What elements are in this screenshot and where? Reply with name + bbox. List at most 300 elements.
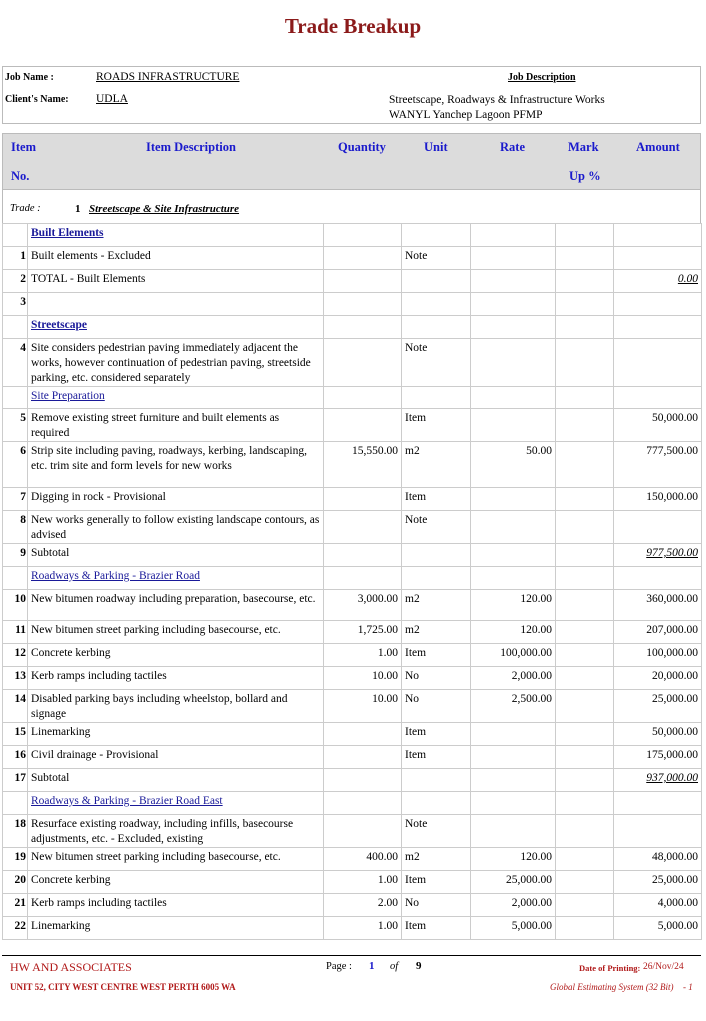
item-number	[3, 769, 28, 792]
section-row	[3, 567, 702, 590]
item-description-text: Concrete kerbing	[31, 647, 111, 659]
item-quantity	[324, 590, 402, 621]
table-row	[3, 511, 702, 544]
item-rate-text: 120.00	[520, 624, 552, 636]
item-quantity	[324, 224, 402, 247]
item-description	[28, 769, 324, 792]
item-description-text: Kerb ramps including tactiles	[31, 897, 167, 909]
table-row	[3, 247, 702, 270]
item-unit-text: Item	[405, 749, 427, 761]
item-rate	[471, 723, 556, 746]
trade-name: Streetscape & Site Infrastructure	[89, 203, 240, 215]
item-markup	[556, 442, 614, 488]
job-description	[389, 93, 605, 123]
item-rate	[471, 224, 556, 247]
item-amount-text: 4,000.00	[657, 897, 698, 909]
page-label: Page :	[326, 961, 352, 972]
item-markup	[556, 293, 614, 316]
item-description	[28, 293, 324, 316]
item-rate	[471, 590, 556, 621]
item-number	[3, 871, 28, 894]
item-quantity	[324, 270, 402, 293]
item-description-text: Remove existing street furniture and built elements as required	[31, 412, 280, 439]
item-description	[28, 270, 324, 293]
item-rate	[471, 848, 556, 871]
item-amount	[614, 442, 702, 488]
item-rate-text: 5,000.00	[511, 920, 552, 932]
item-rate	[471, 792, 556, 815]
item-amount	[614, 270, 702, 293]
table-row	[3, 667, 702, 690]
item-description	[28, 917, 324, 940]
item-unit	[402, 567, 471, 590]
system-suffix: - 1	[683, 982, 693, 992]
item-number-text: 1	[20, 250, 26, 262]
item-number-text: 18	[14, 818, 26, 830]
item-number	[3, 644, 28, 667]
item-number	[3, 590, 28, 621]
item-amount	[614, 511, 702, 544]
table-row	[3, 544, 702, 567]
item-number	[3, 339, 28, 387]
item-amount-text: 100,000.00	[646, 647, 698, 659]
item-description-text: Civil drainage - Provisional	[31, 749, 159, 761]
item-description-text: Streetscape	[31, 319, 87, 331]
item-unit	[402, 894, 471, 917]
item-description	[28, 871, 324, 894]
item-rate-text: 2,000.00	[511, 670, 552, 682]
item-markup	[556, 894, 614, 917]
table-row	[3, 723, 702, 746]
item-number	[3, 723, 28, 746]
item-number-text: 15	[14, 726, 26, 738]
table-row	[3, 488, 702, 511]
item-markup	[556, 917, 614, 940]
item-quantity	[324, 917, 402, 940]
item-markup	[556, 690, 614, 723]
table-row	[3, 409, 702, 442]
item-number	[3, 293, 28, 316]
item-amount-text: 25,000.00	[652, 693, 698, 705]
item-number-text: 8	[20, 514, 26, 526]
item-markup	[556, 339, 614, 387]
item-markup	[556, 848, 614, 871]
table-row	[3, 917, 702, 940]
item-quantity-text: 3,000.00	[357, 593, 398, 605]
item-rate	[471, 667, 556, 690]
item-amount-text: 50,000.00	[652, 726, 698, 738]
column-mark: Mark	[568, 140, 599, 154]
item-unit-text: Note	[405, 250, 428, 262]
item-rate	[471, 409, 556, 442]
item-amount-text: 0.00	[677, 273, 698, 285]
item-rate	[471, 511, 556, 544]
item-unit-text: m2	[405, 624, 420, 636]
item-markup	[556, 488, 614, 511]
item-markup	[556, 409, 614, 442]
item-unit-text: Item	[405, 874, 427, 886]
item-unit-text: Note	[405, 342, 428, 354]
item-rate	[471, 339, 556, 387]
item-number-text: 6	[20, 445, 26, 457]
item-number	[3, 894, 28, 917]
item-description	[28, 442, 324, 488]
item-amount-text: 360,000.00	[646, 593, 698, 605]
item-quantity-text: 2.00	[377, 897, 398, 909]
item-number	[3, 667, 28, 690]
item-amount-text: 175,000.00	[646, 749, 698, 761]
job-description-line: WANYL Yanchep Lagoon PFMP	[389, 109, 543, 121]
item-amount	[614, 871, 702, 894]
item-quantity	[324, 667, 402, 690]
item-markup	[556, 544, 614, 567]
item-number-text: 9	[20, 547, 26, 559]
item-description	[28, 621, 324, 644]
footer-address: UNIT 52, CITY WEST CENTRE WEST PERTH 6005 WA	[10, 982, 236, 992]
item-description	[28, 848, 324, 871]
table-header	[2, 133, 701, 190]
item-number	[3, 815, 28, 848]
job-name-value: ROADS INFRASTRUCTURE	[96, 71, 240, 83]
item-quantity-text: 15,550.00	[352, 445, 398, 457]
item-unit	[402, 723, 471, 746]
item-quantity	[324, 544, 402, 567]
item-number	[3, 488, 28, 511]
item-amount	[614, 293, 702, 316]
item-rate	[471, 247, 556, 270]
item-amount-text: 777,500.00	[646, 445, 698, 457]
item-amount	[614, 723, 702, 746]
item-rate-text: 2,500.00	[511, 693, 552, 705]
item-amount	[614, 316, 702, 339]
item-markup	[556, 746, 614, 769]
item-quantity-text: 1.00	[377, 920, 398, 932]
item-unit	[402, 792, 471, 815]
item-rate	[471, 387, 556, 409]
item-number	[3, 511, 28, 544]
item-description	[28, 544, 324, 567]
item-markup	[556, 387, 614, 409]
job-description-label: Job Description	[508, 72, 576, 83]
item-unit	[402, 488, 471, 511]
column-no: No.	[11, 169, 30, 183]
item-unit	[402, 746, 471, 769]
item-markup	[556, 316, 614, 339]
item-description-text: Disabled parking bays including wheelstop, bollard and signage	[31, 693, 288, 720]
column-amount: Amount	[636, 140, 680, 154]
item-description-text: Site Preparation	[31, 390, 105, 402]
table-row	[3, 848, 702, 871]
item-description	[28, 316, 324, 339]
page-number: 1	[369, 960, 375, 972]
item-quantity-text: 1.00	[377, 647, 398, 659]
item-quantity	[324, 746, 402, 769]
item-description	[28, 667, 324, 690]
item-description-text: Roadways & Parking - Brazier Road East	[31, 795, 223, 807]
item-amount-text: 977,500.00	[646, 547, 698, 559]
item-number-text: 2	[20, 273, 26, 285]
item-amount	[614, 488, 702, 511]
item-quantity	[324, 815, 402, 848]
item-amount	[614, 590, 702, 621]
item-number	[3, 621, 28, 644]
item-unit	[402, 690, 471, 723]
items-table	[2, 223, 702, 940]
item-markup	[556, 871, 614, 894]
item-unit	[402, 270, 471, 293]
item-unit	[402, 316, 471, 339]
item-description	[28, 894, 324, 917]
item-amount	[614, 848, 702, 871]
item-number-text: 16	[14, 749, 26, 761]
item-amount-text: 20,000.00	[652, 670, 698, 682]
item-description-text: Subtotal	[31, 772, 70, 784]
table-row	[3, 746, 702, 769]
item-rate	[471, 621, 556, 644]
section-row	[3, 387, 702, 409]
item-unit	[402, 511, 471, 544]
item-number-text: 11	[15, 624, 26, 636]
item-description	[28, 567, 324, 590]
table-row	[3, 293, 702, 316]
item-number	[3, 387, 28, 409]
job-info-box	[2, 66, 701, 124]
item-amount	[614, 792, 702, 815]
item-unit-text: No	[405, 670, 420, 682]
item-quantity	[324, 871, 402, 894]
item-markup	[556, 247, 614, 270]
item-quantity	[324, 690, 402, 723]
item-amount-text: 150,000.00	[646, 491, 698, 503]
item-rate	[471, 442, 556, 488]
item-rate	[471, 894, 556, 917]
item-quantity-text: 10.00	[372, 670, 398, 682]
item-quantity-text: 10.00	[372, 693, 398, 705]
item-amount-text: 937,000.00	[646, 772, 698, 784]
table-row	[3, 815, 702, 848]
item-amount	[614, 544, 702, 567]
item-unit	[402, 667, 471, 690]
item-rate-text: 120.00	[520, 593, 552, 605]
item-amount	[614, 644, 702, 667]
item-quantity	[324, 387, 402, 409]
item-unit-text: Item	[405, 491, 427, 503]
table-row	[3, 590, 702, 621]
item-rate	[471, 270, 556, 293]
date-label: Date of Printing:	[579, 963, 641, 973]
item-unit	[402, 293, 471, 316]
column-unit: Unit	[424, 140, 448, 154]
item-description-text: Kerb ramps including tactiles	[31, 670, 167, 682]
item-markup	[556, 792, 614, 815]
item-markup	[556, 621, 614, 644]
item-amount	[614, 894, 702, 917]
column-quantity: Quantity	[338, 140, 386, 154]
item-description	[28, 488, 324, 511]
item-unit	[402, 644, 471, 667]
item-rate	[471, 871, 556, 894]
item-unit-text: Item	[405, 726, 427, 738]
item-amount	[614, 567, 702, 590]
item-rate-text: 120.00	[520, 851, 552, 863]
item-markup	[556, 815, 614, 848]
item-unit	[402, 769, 471, 792]
item-number-text: 4	[20, 342, 26, 354]
item-quantity	[324, 723, 402, 746]
item-number	[3, 917, 28, 940]
trade-label: Trade :	[10, 203, 41, 214]
item-description-text: Built Elements	[31, 227, 104, 239]
item-quantity	[324, 247, 402, 270]
item-description	[28, 409, 324, 442]
column-up: Up %	[569, 169, 601, 183]
section-row	[3, 792, 702, 815]
item-quantity	[324, 409, 402, 442]
column-item: Item	[11, 140, 36, 154]
job-description-line: Streetscape, Roadways & Infrastructure Works	[389, 94, 605, 106]
section-row	[3, 316, 702, 339]
item-unit-text: m2	[405, 851, 420, 863]
item-description	[28, 746, 324, 769]
item-amount-text: 48,000.00	[652, 851, 698, 863]
item-unit	[402, 247, 471, 270]
item-description-text: Concrete kerbing	[31, 874, 111, 886]
item-rate-text: 50.00	[526, 445, 552, 457]
item-quantity	[324, 792, 402, 815]
item-rate-text: 2,000.00	[511, 897, 552, 909]
print-date: 26/Nov/24	[643, 962, 684, 972]
client-value: UDLA	[96, 93, 128, 105]
item-unit	[402, 387, 471, 409]
item-description-text: New bitumen street parking including basecourse, etc.	[31, 624, 281, 636]
item-unit-text: Item	[405, 412, 427, 424]
item-unit-text: m2	[405, 593, 420, 605]
footer-company: HW AND ASSOCIATES	[10, 960, 132, 974]
footer-divider	[2, 955, 701, 956]
item-description-text: Digging in rock - Provisional	[31, 491, 166, 503]
item-markup	[556, 224, 614, 247]
item-amount	[614, 815, 702, 848]
item-quantity	[324, 848, 402, 871]
item-unit-text: m2	[405, 445, 420, 457]
item-quantity	[324, 442, 402, 488]
item-amount-text: 25,000.00	[652, 874, 698, 886]
item-number	[3, 409, 28, 442]
table-row	[3, 621, 702, 644]
item-unit-text: Item	[405, 920, 427, 932]
table-row	[3, 871, 702, 894]
item-description-text: New works generally to follow existing landscape contours, as advised	[31, 514, 320, 541]
item-number	[3, 224, 28, 247]
item-rate-text: 100,000.00	[500, 647, 552, 659]
trade-number: 1	[75, 203, 81, 215]
item-description	[28, 644, 324, 667]
item-description	[28, 723, 324, 746]
item-number-text: 14	[14, 693, 26, 705]
item-rate	[471, 769, 556, 792]
item-quantity-text: 1.00	[377, 874, 398, 886]
item-rate	[471, 293, 556, 316]
item-description-text: Roadways & Parking - Brazier Road	[31, 570, 200, 582]
item-number	[3, 316, 28, 339]
item-amount	[614, 667, 702, 690]
item-rate	[471, 917, 556, 940]
item-amount-text: 5,000.00	[657, 920, 698, 932]
item-amount	[614, 409, 702, 442]
item-unit	[402, 848, 471, 871]
table-row	[3, 769, 702, 792]
job-name-label: Job Name :	[5, 72, 54, 83]
item-quantity	[324, 511, 402, 544]
item-rate	[471, 544, 556, 567]
page-title: Trade Breakup	[284, 14, 422, 38]
page-of: of	[390, 961, 399, 972]
item-unit	[402, 442, 471, 488]
item-number	[3, 792, 28, 815]
item-unit	[402, 339, 471, 387]
item-quantity-text: 1,725.00	[357, 624, 398, 636]
item-amount-text: 207,000.00	[646, 624, 698, 636]
item-number	[3, 544, 28, 567]
item-number	[3, 848, 28, 871]
item-number-text: 10	[14, 593, 26, 605]
item-markup	[556, 567, 614, 590]
item-quantity	[324, 488, 402, 511]
item-number-text: 21	[14, 897, 26, 909]
item-markup	[556, 590, 614, 621]
item-amount	[614, 690, 702, 723]
table-row	[3, 339, 702, 387]
item-number-text: 20	[14, 874, 26, 886]
item-number	[3, 270, 28, 293]
item-number	[3, 690, 28, 723]
item-description-text: Built elements - Excluded	[31, 250, 151, 262]
column-description: Item Description	[146, 140, 236, 154]
item-description-text: Resurface existing roadway, including infills, basecourse adjustments, etc. - Excluded, existing	[31, 818, 294, 845]
item-unit	[402, 917, 471, 940]
item-amount	[614, 224, 702, 247]
item-description	[28, 387, 324, 409]
item-amount	[614, 387, 702, 409]
table-row	[3, 442, 702, 488]
item-number-text: 13	[14, 670, 26, 682]
item-amount-text: 50,000.00	[652, 412, 698, 424]
column-rate: Rate	[500, 140, 525, 154]
item-description-text: TOTAL - Built Elements	[31, 273, 146, 285]
item-unit	[402, 871, 471, 894]
item-quantity	[324, 339, 402, 387]
item-description	[28, 339, 324, 387]
item-unit-text: No	[405, 897, 420, 909]
client-label: Client's Name:	[5, 94, 69, 105]
item-markup	[556, 667, 614, 690]
item-unit	[402, 224, 471, 247]
item-markup	[556, 270, 614, 293]
item-number-text: 19	[14, 851, 26, 863]
item-quantity	[324, 894, 402, 917]
item-description-text: Site considers pedestrian paving immediately adjacent the works, however continuation of pedestrian paving, streetside parking, etc. considered separately	[31, 342, 311, 384]
item-unit-text: No	[405, 693, 420, 705]
item-unit	[402, 590, 471, 621]
item-rate	[471, 690, 556, 723]
item-markup	[556, 723, 614, 746]
item-markup	[556, 644, 614, 667]
table-row	[3, 644, 702, 667]
item-rate	[471, 815, 556, 848]
item-rate	[471, 567, 556, 590]
item-amount	[614, 917, 702, 940]
item-description-text: Linemarking	[31, 726, 91, 738]
